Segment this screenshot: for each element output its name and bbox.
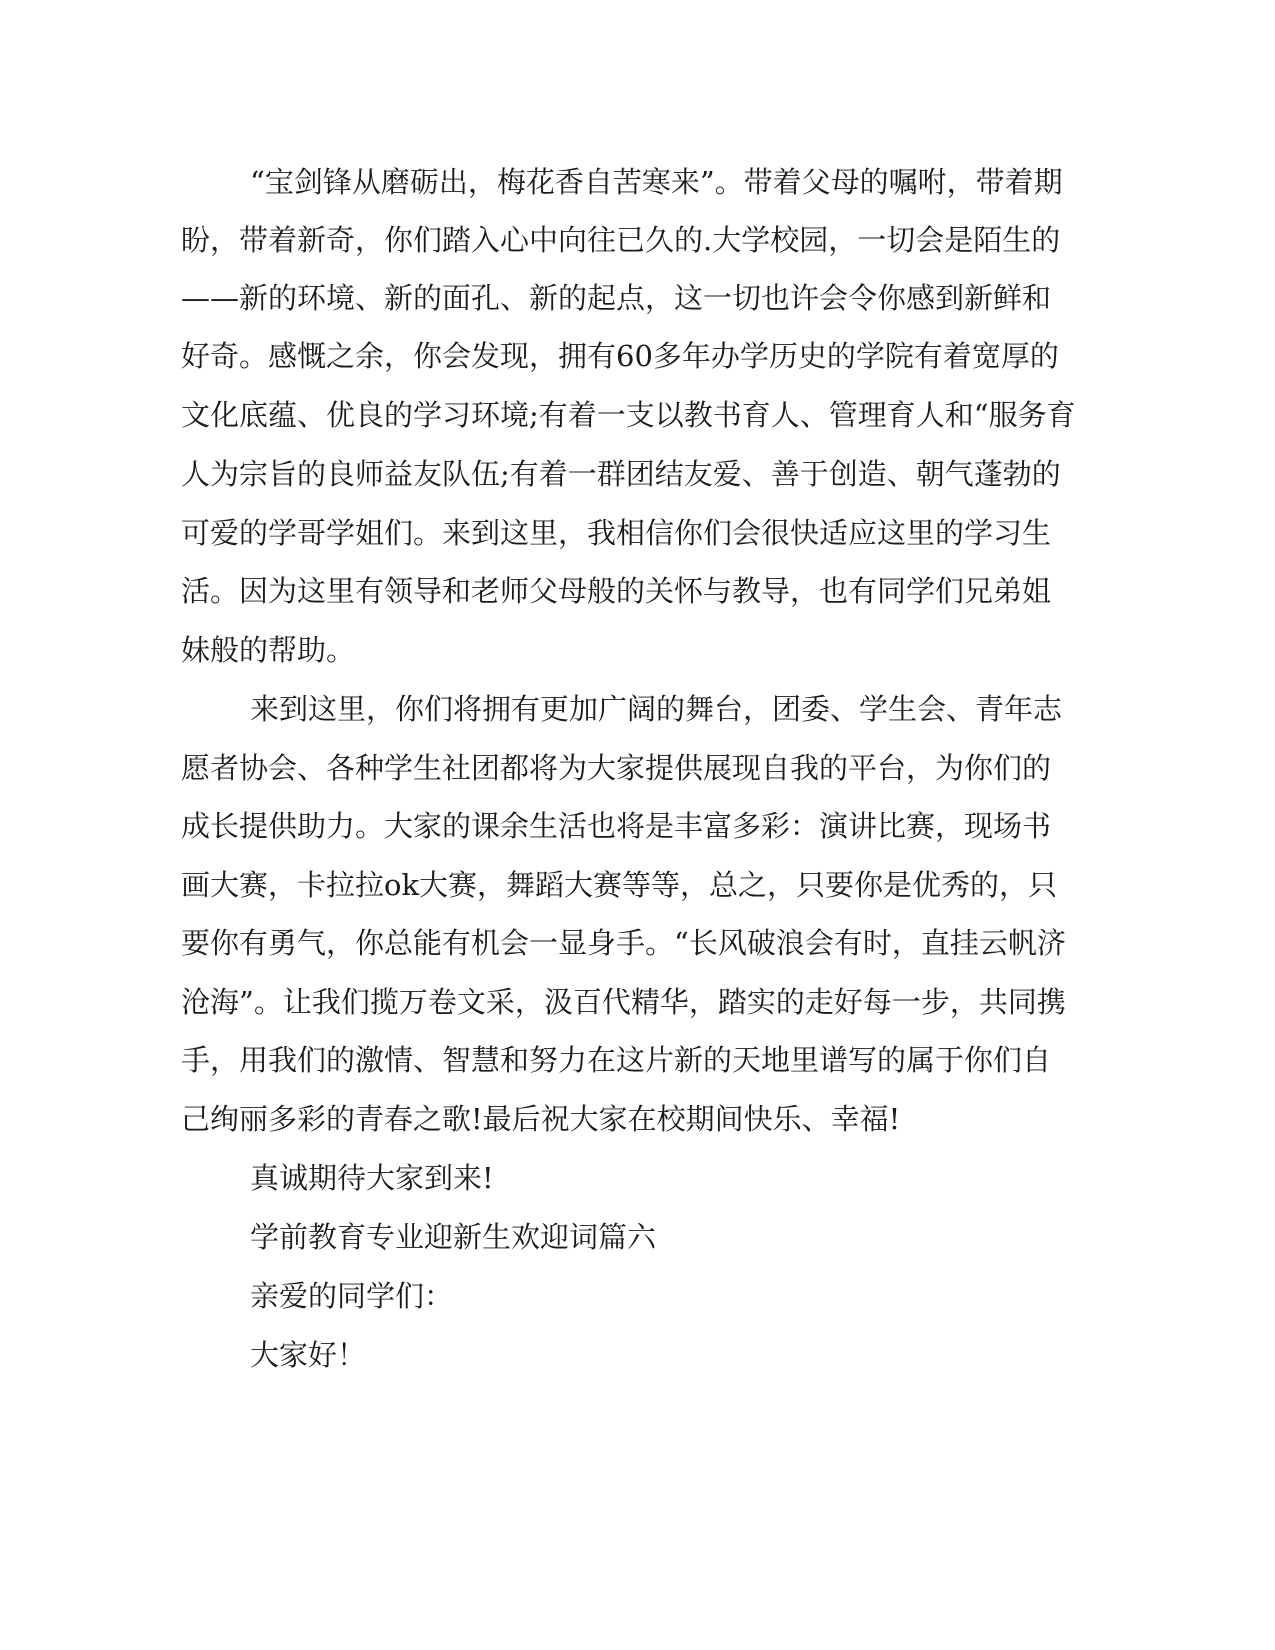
text-line: 手，用我们的激情、智慧和努力在这片新的天地里谱写的属于你们自 — [181, 1043, 1052, 1077]
paragraph-1-line — [0, 157, 1275, 207]
text-line: 愿者协会、各种学生社团都将为大家提供展现自我的平台，为你们的 — [181, 751, 1052, 785]
closing-line — [0, 1153, 1275, 1203]
text-line: “宝剑锋从磨砺出，梅花香自苦寒来”。带着父母的嘱咐，带着期 — [250, 165, 1063, 199]
paragraph-2-line — [0, 1035, 1275, 1085]
text-line: 来到这里，你们将拥有更加广阔的舞台，团委、学生会、青年志 — [250, 692, 1063, 726]
text-line: 要你有勇气，你总能有机会一显身手。“长风破浪会有时，直挂云帆济 — [181, 926, 1066, 960]
text-line: ——新的环境、新的面孔、新的起点，这一切也许会令你感到新鲜和 — [181, 281, 1052, 315]
greeting: 大家好！ — [250, 1338, 367, 1372]
text-line: 己绚丽多彩的青春之歌!最后祝大家在校期间快乐、幸福! — [181, 1102, 901, 1136]
paragraph-1-line — [0, 273, 1275, 323]
paragraph-1-line — [0, 508, 1275, 558]
text-line: 文化底蕴、优良的学习环境;有着一支以教书育人、管理育人和“服务育 — [181, 398, 1076, 432]
text-line: 成长提供助力。大家的课余生活也将是丰富多彩：演讲比赛，现场书 — [181, 809, 1052, 843]
paragraph-1-line — [0, 625, 1275, 675]
paragraph-1-line — [0, 449, 1275, 499]
text-line: 可爱的学哥学姐们。来到这里，我相信你们会很快适应这里的学习生 — [181, 516, 1052, 550]
paragraph-2-line — [0, 918, 1275, 968]
paragraph-2-line — [0, 684, 1275, 734]
text-line: 画大赛，卡拉拉ok大赛，舞蹈大赛等等，总之，只要你是优秀的，只 — [181, 868, 1058, 902]
paragraph-1-line — [0, 215, 1275, 265]
salutation-line — [0, 1271, 1275, 1321]
paragraph-2-line — [0, 743, 1275, 793]
paragraph-2-line — [0, 860, 1275, 910]
paragraph-1-line — [0, 331, 1275, 381]
text-line: 活。因为这里有领导和老师父母般的关怀与教导，也有同学们兄弟姐 — [181, 574, 1052, 608]
greeting-line — [0, 1330, 1275, 1380]
paragraph-2-line — [0, 977, 1275, 1027]
text-line: 沧海”。让我们揽万卷文采，汲百代精华，踏实的走好每一步，共同携 — [181, 985, 1066, 1019]
text-line: 盼，带着新奇，你们踏入心中向往已久的.大学校园，一切会是陌生的 — [181, 223, 1061, 257]
text-line: 妹般的帮助。 — [181, 633, 356, 667]
paragraph-1-line — [0, 566, 1275, 616]
paragraph-2-line — [0, 1094, 1275, 1144]
section-title: 学前教育专业迎新生欢迎词篇六 — [250, 1220, 657, 1254]
paragraph-2-line — [0, 801, 1275, 851]
paragraph-1-line — [0, 390, 1275, 440]
closing-text: 真诚期待大家到来! — [250, 1161, 494, 1195]
section-title-line — [0, 1212, 1275, 1262]
text-line: 人为宗旨的良师益友队伍;有着一群团结友爱、善于创造、朝气蓬勃的 — [181, 457, 1061, 491]
text-line: 好奇。感慨之余，你会发现，拥有60多年办学历史的学院有着宽厚的 — [181, 339, 1059, 373]
salutation: 亲爱的同学们： — [250, 1279, 454, 1313]
